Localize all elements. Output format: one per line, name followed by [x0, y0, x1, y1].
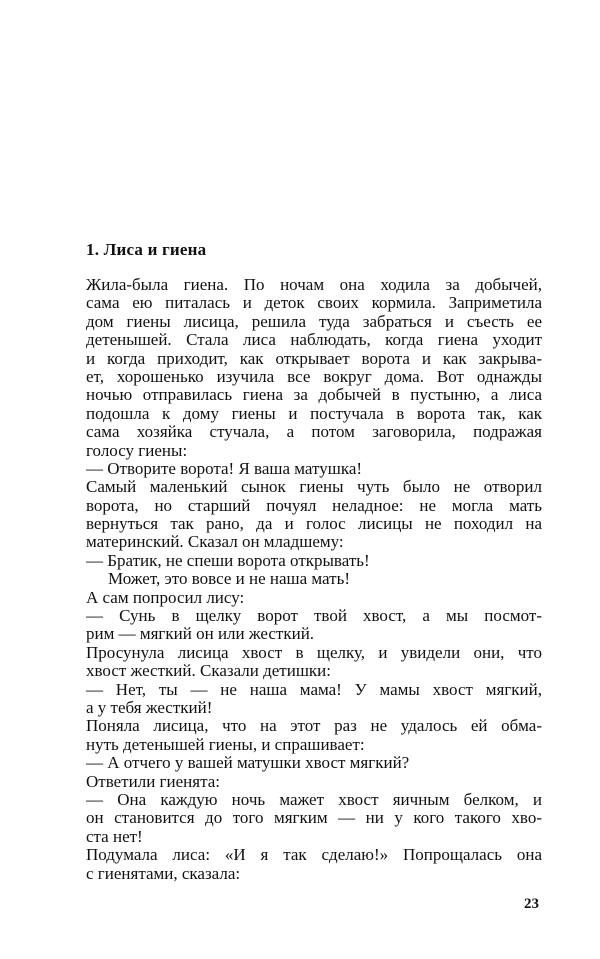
text-line: Самый маленький сынок гиены чуть было не отворил	[86, 477, 542, 497]
text-line: Поняла лисица, что на этот раз не удалось ей обма-	[86, 716, 542, 736]
text-line: ет, хорошенько изучила все вокруг дома. Вот однажды	[86, 366, 542, 386]
text-line: хвост жесткий. Сказали детишки:	[86, 661, 331, 681]
text-line: А сам попросил лису:	[86, 587, 245, 607]
page-number: 23	[524, 896, 539, 912]
text-line: ста нет!	[86, 826, 143, 846]
text-line: Ответили гиенята:	[86, 771, 220, 791]
text-line: а у тебя жесткий!	[86, 697, 213, 717]
text-line: материнский. Сказал он младшему:	[86, 532, 344, 552]
text-line: Просунула лисица хвост в щелку, и увидели они, что	[86, 642, 542, 662]
text-line: — Нет, ты — не наша мама! У мамы хвост мягкий,	[86, 679, 542, 699]
text-line: дом гиены лисица, решила туда забраться и съесть ее	[86, 311, 542, 331]
text-line: он становится до того мягким — ни у кого такого хво-	[86, 808, 542, 828]
text-line: — А отчего у вашей матушки хвост мягкий?	[86, 753, 410, 773]
text-line: ворота, но старший почуял неладное: не могла мать	[86, 495, 542, 515]
text-line: — Братик, не спеши ворота открывать!	[86, 550, 370, 570]
text-line: — Она каждую ночь мажет хвост яичным белком, и	[86, 789, 542, 809]
text-line: и когда приходит, как открывает ворота и как закрыва-	[86, 348, 542, 368]
text-line: вернуться так рано, да и голос лисицы не походил на	[86, 514, 542, 534]
text-line: детенышей. Стала лиса наблюдать, когда гиена уходит	[86, 330, 542, 350]
text-line: Подумала лиса: «И я так сделаю!» Попрощалась она	[86, 845, 542, 865]
text-line: сама хозяйка стучала, а потом заговорила, подражая	[86, 422, 542, 442]
text-line: голосу гиены:	[86, 440, 188, 460]
text-line: — Сунь в щелку ворот твой хвост, а мы посмот-	[86, 606, 542, 626]
chapter-heading: 1. Лиса и гиена	[86, 240, 207, 259]
text-line: сама ею питалась и деток своих кормила. Заприметила	[86, 293, 542, 313]
text-line: — Отворите ворота! Я ваша матушка!	[86, 458, 363, 478]
text-line: Жила-была гиена. По ночам она ходила за добычей,	[86, 275, 542, 294]
text-line: рим — мягкий он или жесткий.	[86, 624, 315, 644]
text-line: Может, это вовсе и не наша мать!	[108, 569, 350, 589]
text-line: с гиенятами, сказала:	[86, 863, 241, 883]
story-text	[86, 276, 542, 883]
text-line: подошла к дому гиены и постучала в ворота так, как	[86, 403, 542, 423]
text-line: нуть детенышей гиены, и спрашивает:	[86, 734, 365, 754]
text-line: ночью отправилась гиена за добычей в пустыню, а лиса	[86, 385, 542, 405]
